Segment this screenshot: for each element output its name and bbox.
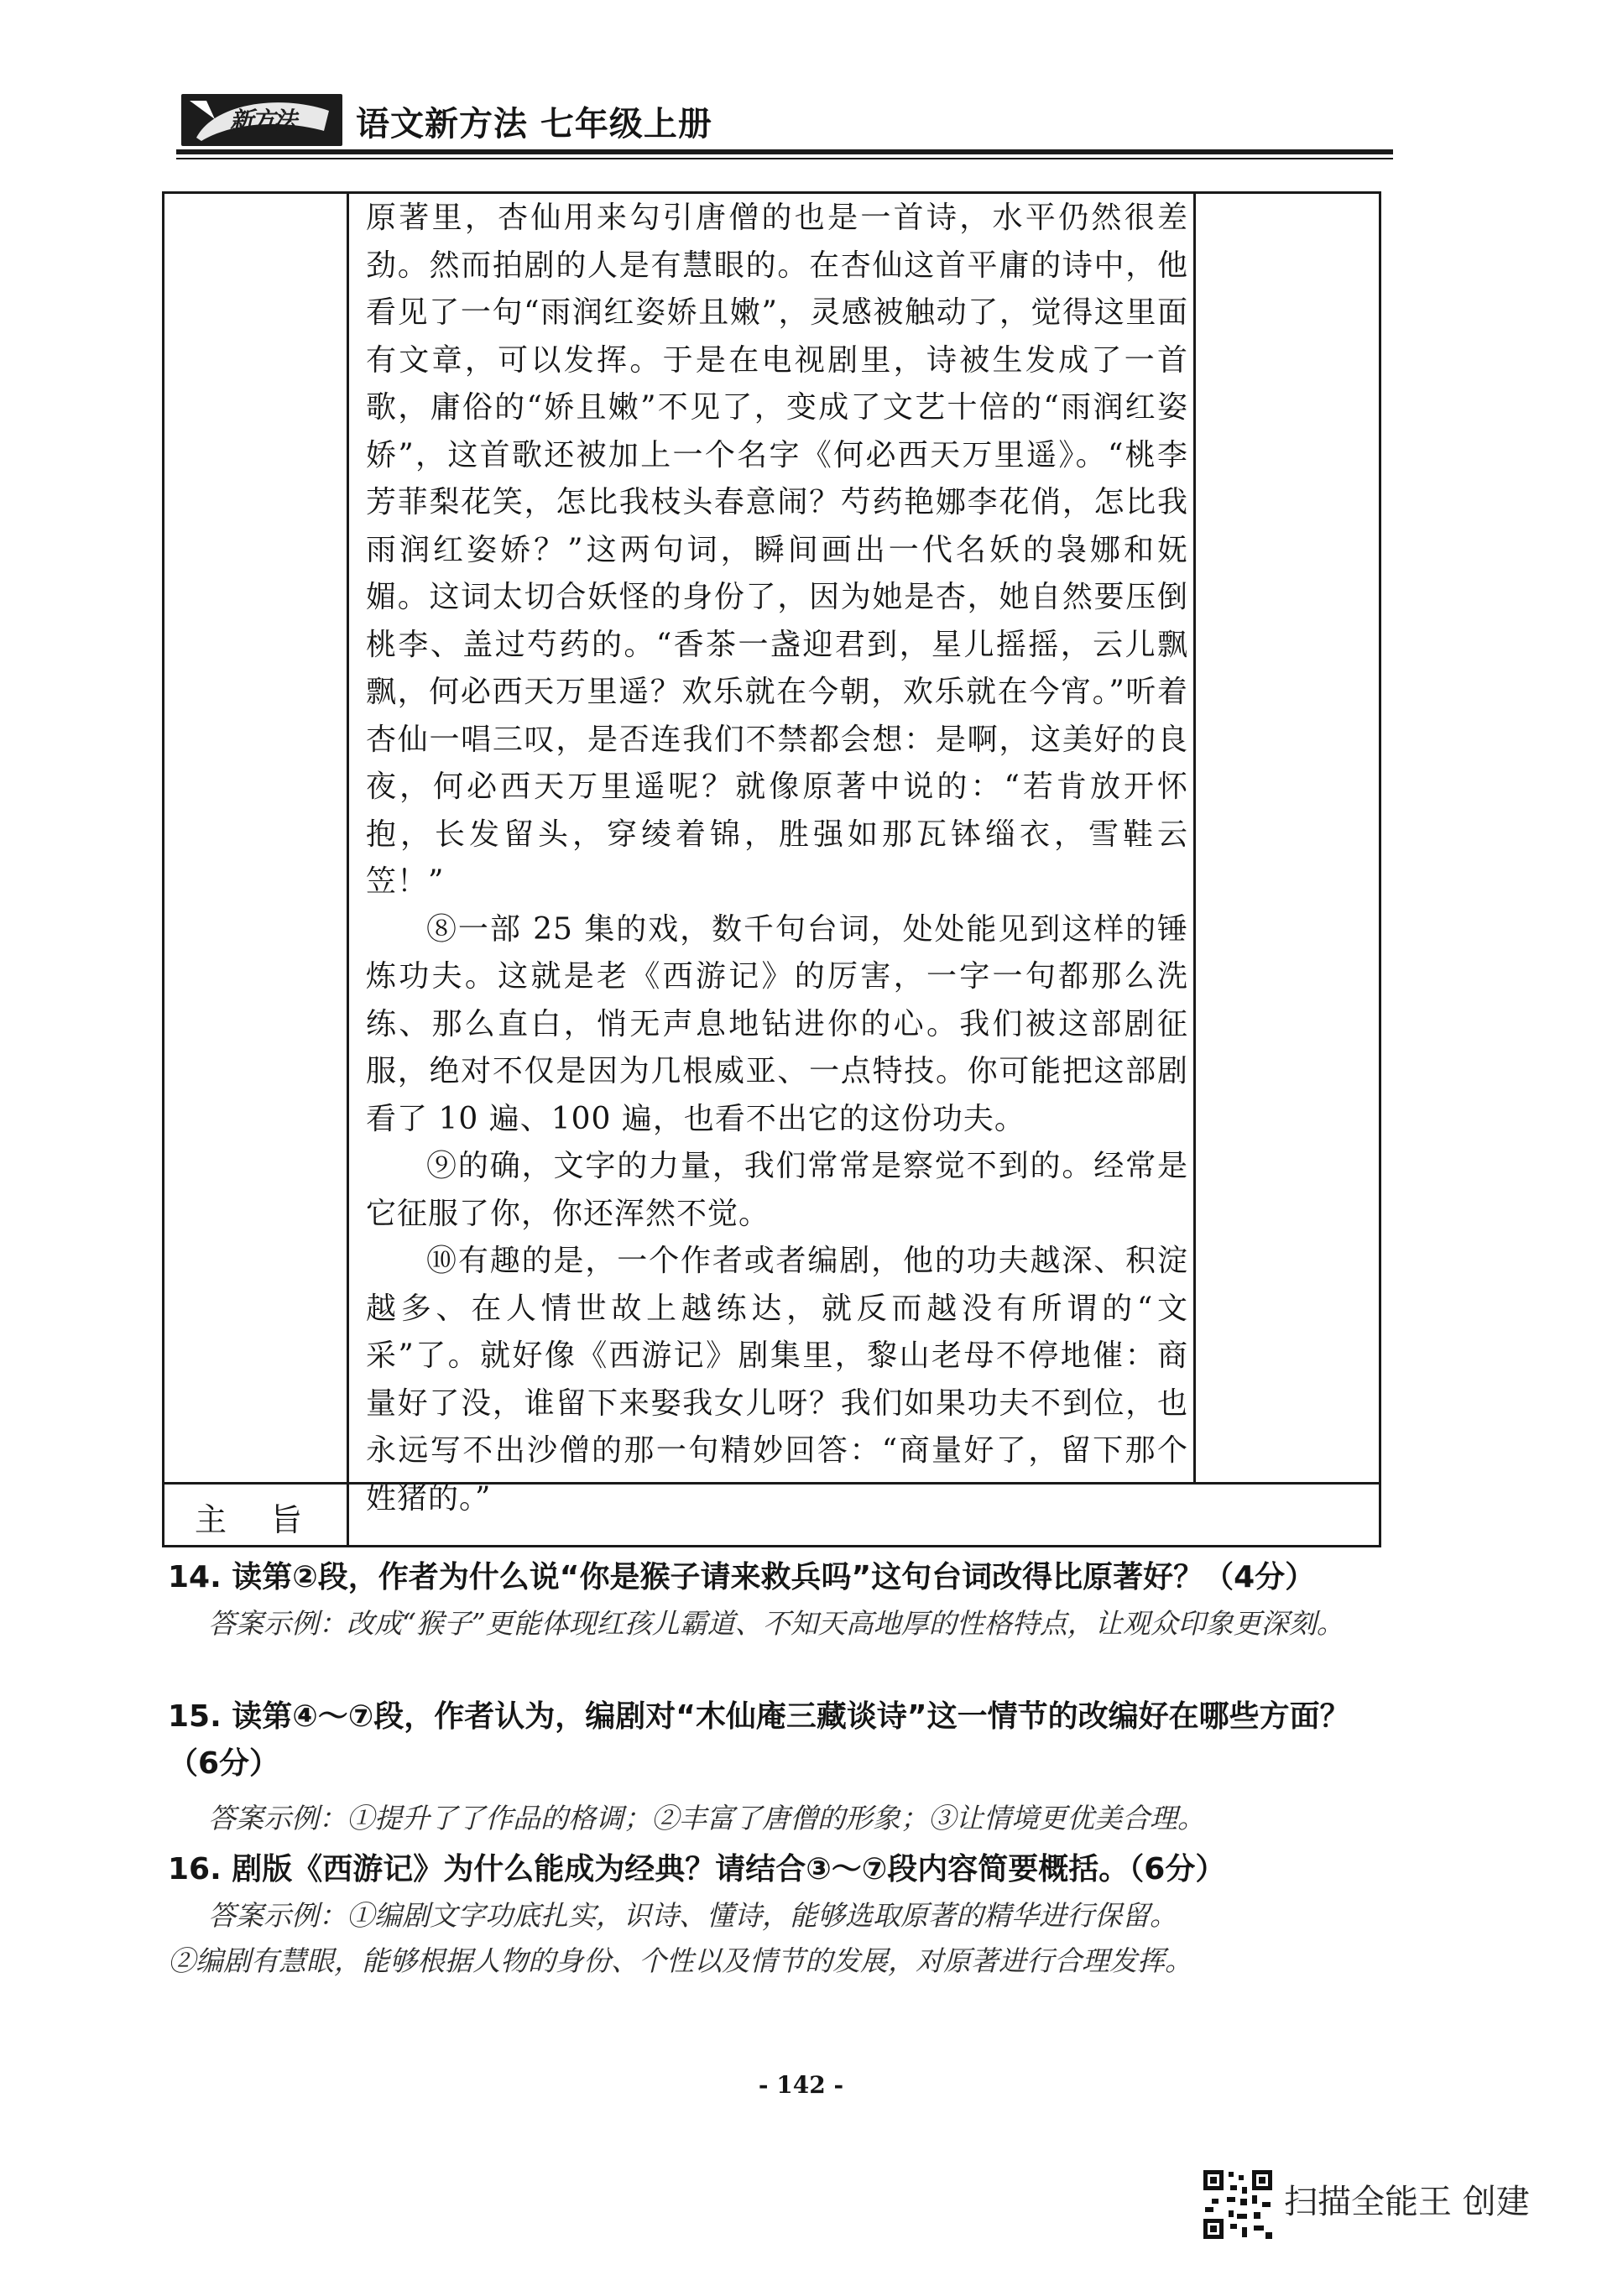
- header-rule: [176, 149, 1393, 154]
- question-14: 14. 读第②段，作者为什么说“你是猴子请来救兵吗”这句台词改得比原著好？（4分）: [168, 1560, 1316, 1594]
- article-paragraph-9: ⑨的确，文字的力量，我们常常是察觉不到的。经常是它征服了你，你还浑然不觉。: [366, 1149, 1188, 1231]
- answer-16-part-2: ②编剧有慧眼，能够根据人物的身份、个性以及情节的发展，对原著进行合理发挥。: [168, 1944, 1192, 1977]
- book-logo: [181, 94, 342, 146]
- answer-16-part-1: 答案示例：①编剧文字功底扎实，识诗、懂诗，能够选取原著的精华进行保留。: [208, 1899, 1177, 1932]
- article-paragraph-8: ⑧一部 25 集的戏，数千句台词，处处能见到这样的锤炼功夫。这就是老《西游记》的厉害，一字一句都那么洗练、那么直白，悄无声息地钻进你的心。我们被这部剧征服，绝对不仅是因为几根威亚、一点特技。你可能把这部剧看了 10 遍、100 遍，也看不出它的这份功夫。: [366, 911, 1188, 1136]
- theme-label: 主旨: [195, 1501, 347, 1538]
- question-15-block: [168, 1693, 1393, 1841]
- book-title: 语文新方法 七年级上册: [356, 105, 712, 144]
- qr-code-icon: [1202, 2168, 1274, 2241]
- logo-text: 新方法: [230, 107, 296, 134]
- answer-15: 答案示例：①提升了了作品的格调；②丰富了唐僧的形象；③让情境更优美合理。: [208, 1802, 1205, 1834]
- scanner-watermark: 扫描全能王 创建: [1284, 2183, 1530, 2221]
- article-paragraph-continued: 原著里，杏仙用来勾引唐僧的也是一首诗，水平仍然很差劲。然而拍剧的人是有慧眼的。在杏仙这首平庸的诗中，他看见了一句“雨润红姿娇且嫩”，灵感被触动了，觉得这里面有文章，可以发挥。于是在电视剧里，诗被生发成了一首歌，庸俗的“娇且嫩”不见了，变成了文艺十倍的“雨润红姿娇”，这首歌还被加上一个名字《何必西天万里遥》。“桃李芳菲梨花笑，怎比我枝头春意闹？芍药艳娜李花俏，怎比我雨润红姿娇？”这两句词，瞬间画出一代名妖的袅娜和妩媚。这词太切合妖怪的身份了，因为她是杏，她自然要压倒桃李、盖过芍药的。“香茶一盏迎君到，星儿摇摇，云儿飘飘，何必西天万里遥？欢乐就在今朝，欢乐就在今宵。”听着杏仙一唱三叹，是否连我们不禁都会想：是啊，这美好的良夜，何必西天万里遥呢？就像原著中说的：“若肯放开怀抱，长发留头，穿绫着锦，胜强如那瓦钵缁衣，雪鞋云笠！”: [366, 201, 1188, 899]
- table-column-divider-right: [1193, 191, 1196, 1484]
- table-column-divider-left: [347, 191, 349, 1547]
- page-number: - 142 -: [758, 2071, 844, 2099]
- article-text: [366, 195, 1188, 1522]
- article-paragraph-10: ⑩有趣的是，一个作者或者编剧，他的功夫越深、积淀越多、在人情世故上越练达，就反而越没有所谓的“文采”了。就好像《西游记》剧集里，黎山老母不停地催：商量好了没，谁留下来娶我女儿呀？我们如果功夫不到位，也永远写不出沙僧的那一句精妙回答：“商量好了，留下那个姓猪的。”: [366, 1244, 1188, 1516]
- answer-14: 答案示例：改成“猴子”更能体现红孩儿霸道、不知天高地厚的性格特点，让观众印象更深刻。: [208, 1607, 1344, 1640]
- question-14-block: [168, 1554, 1393, 1646]
- question-15: 15. 读第④～⑦段，作者认为，编剧对“木仙庵三藏谈诗”这一情节的改编好在哪些方面？（6分）: [168, 1699, 1350, 1781]
- header-rule-thin: [176, 158, 1393, 159]
- question-16-block: [168, 1846, 1393, 1984]
- question-16: 16. 剧版《西游记》为什么能成为经典？请结合③～⑦段内容简要概括。（6分）: [168, 1852, 1226, 1886]
